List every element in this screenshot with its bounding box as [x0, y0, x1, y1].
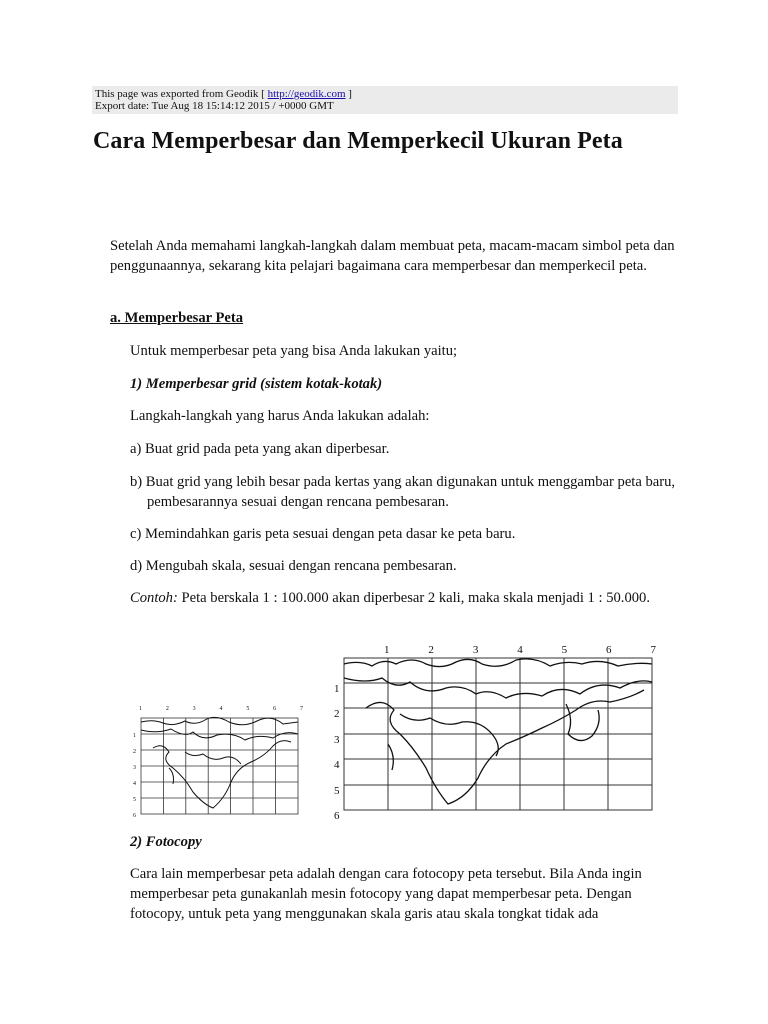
col-label: 7: [299, 706, 303, 712]
large-map-col-labels: [384, 644, 656, 656]
method2-paragraph: Cara lain memperbesar peta adalah dengan cara fotocopy peta tersebut. Bila Anda ingin memperbesar peta gunakanlah mesin fotocopy yang dapat memperbesar peta. Dengan fotocopy, untuk peta yang menggunakan skala garis atau skala tongkat tidak ada: [130, 866, 642, 922]
col-label: 1: [139, 706, 142, 712]
example-text: Peta berskala 1 : 100.000 akan diperbesar 2 kali, maka skala menjadi 1 : 50.000.: [177, 590, 650, 606]
col-label: 2: [428, 644, 434, 656]
col-label: 3: [472, 644, 479, 656]
row-label: 1: [334, 683, 340, 695]
geodik-link[interactable]: http://geodik.com: [267, 88, 346, 100]
row-label: 5: [133, 797, 136, 803]
row-label: 3: [334, 733, 340, 746]
large-map-row-labels: [334, 677, 340, 829]
row-label: 3: [133, 765, 136, 771]
export-info-bar: [92, 86, 678, 114]
export-source-line: This page was exported from Geodik [ http://geodik.com ]: [95, 88, 352, 100]
row-label: 4: [133, 781, 136, 787]
col-label: 1: [384, 644, 390, 656]
row-label: 1: [133, 733, 136, 739]
col-label: 2: [165, 706, 169, 712]
col-label: 4: [517, 644, 523, 656]
method2-heading: 2) Fotocopy: [130, 834, 202, 850]
section-a-heading: a. Memperbesar Peta: [110, 310, 244, 326]
method1-heading: 1) Memperbesar grid (sistem kotak-kotak): [130, 376, 383, 392]
row-label: 4: [334, 759, 340, 772]
intro-paragraph: Setelah Anda memahami langkah-langkah dalam membuat peta, macam-macam simbol peta dan penggunaannya, sekarang kita pelajari bagaimana cara memperbesar dan memperkecil peta.: [110, 238, 675, 274]
export-date-line: Export date: Tue Aug 18 15:14:12 2015 / +0000 GMT: [95, 100, 334, 112]
large-grid-map: [330, 644, 660, 824]
row-label: 2: [334, 708, 340, 721]
small-map-col-labels: [139, 706, 303, 712]
row-label: 5: [334, 784, 340, 797]
small-grid-map: [133, 708, 303, 818]
small-map-svg: [133, 708, 303, 818]
article-title: Cara Memperbesar dan Memperkecil Ukuran Peta: [93, 128, 623, 154]
step-b: b) Buat grid yang lebih besar pada kertas yang akan digunakan untuk menggambar peta baru, pembesarannya sesuai dengan rencana pembesaran.: [130, 474, 676, 510]
step-d: d) Mengubah skala, sesuai dengan rencana pembesaran.: [130, 558, 457, 574]
col-label: 6: [273, 706, 277, 712]
col-label: 5: [561, 644, 568, 656]
example-label: Contoh:: [130, 590, 178, 606]
col-label: 6: [606, 644, 612, 656]
col-label: 4: [219, 706, 223, 712]
col-label: 5: [246, 706, 250, 712]
col-label: 7: [650, 644, 656, 656]
section-a-intro: Untuk memperbesar peta yang bisa Anda lakukan yaitu;: [130, 343, 458, 359]
large-map-svg: [330, 644, 660, 824]
row-label: 2: [133, 749, 136, 755]
row-label: 6: [133, 813, 136, 819]
steps-intro: Langkah-langkah yang harus Anda lakukan adalah:: [130, 408, 430, 424]
step-a: a) Buat grid pada peta yang akan diperbesar.: [130, 441, 390, 457]
step-c: c) Memindahkan garis peta sesuai dengan peta dasar ke peta baru.: [130, 526, 516, 542]
small-map-row-labels: [133, 728, 136, 824]
example-paragraph: [130, 588, 678, 608]
col-label: 3: [192, 706, 196, 712]
row-label: 6: [334, 810, 340, 823]
